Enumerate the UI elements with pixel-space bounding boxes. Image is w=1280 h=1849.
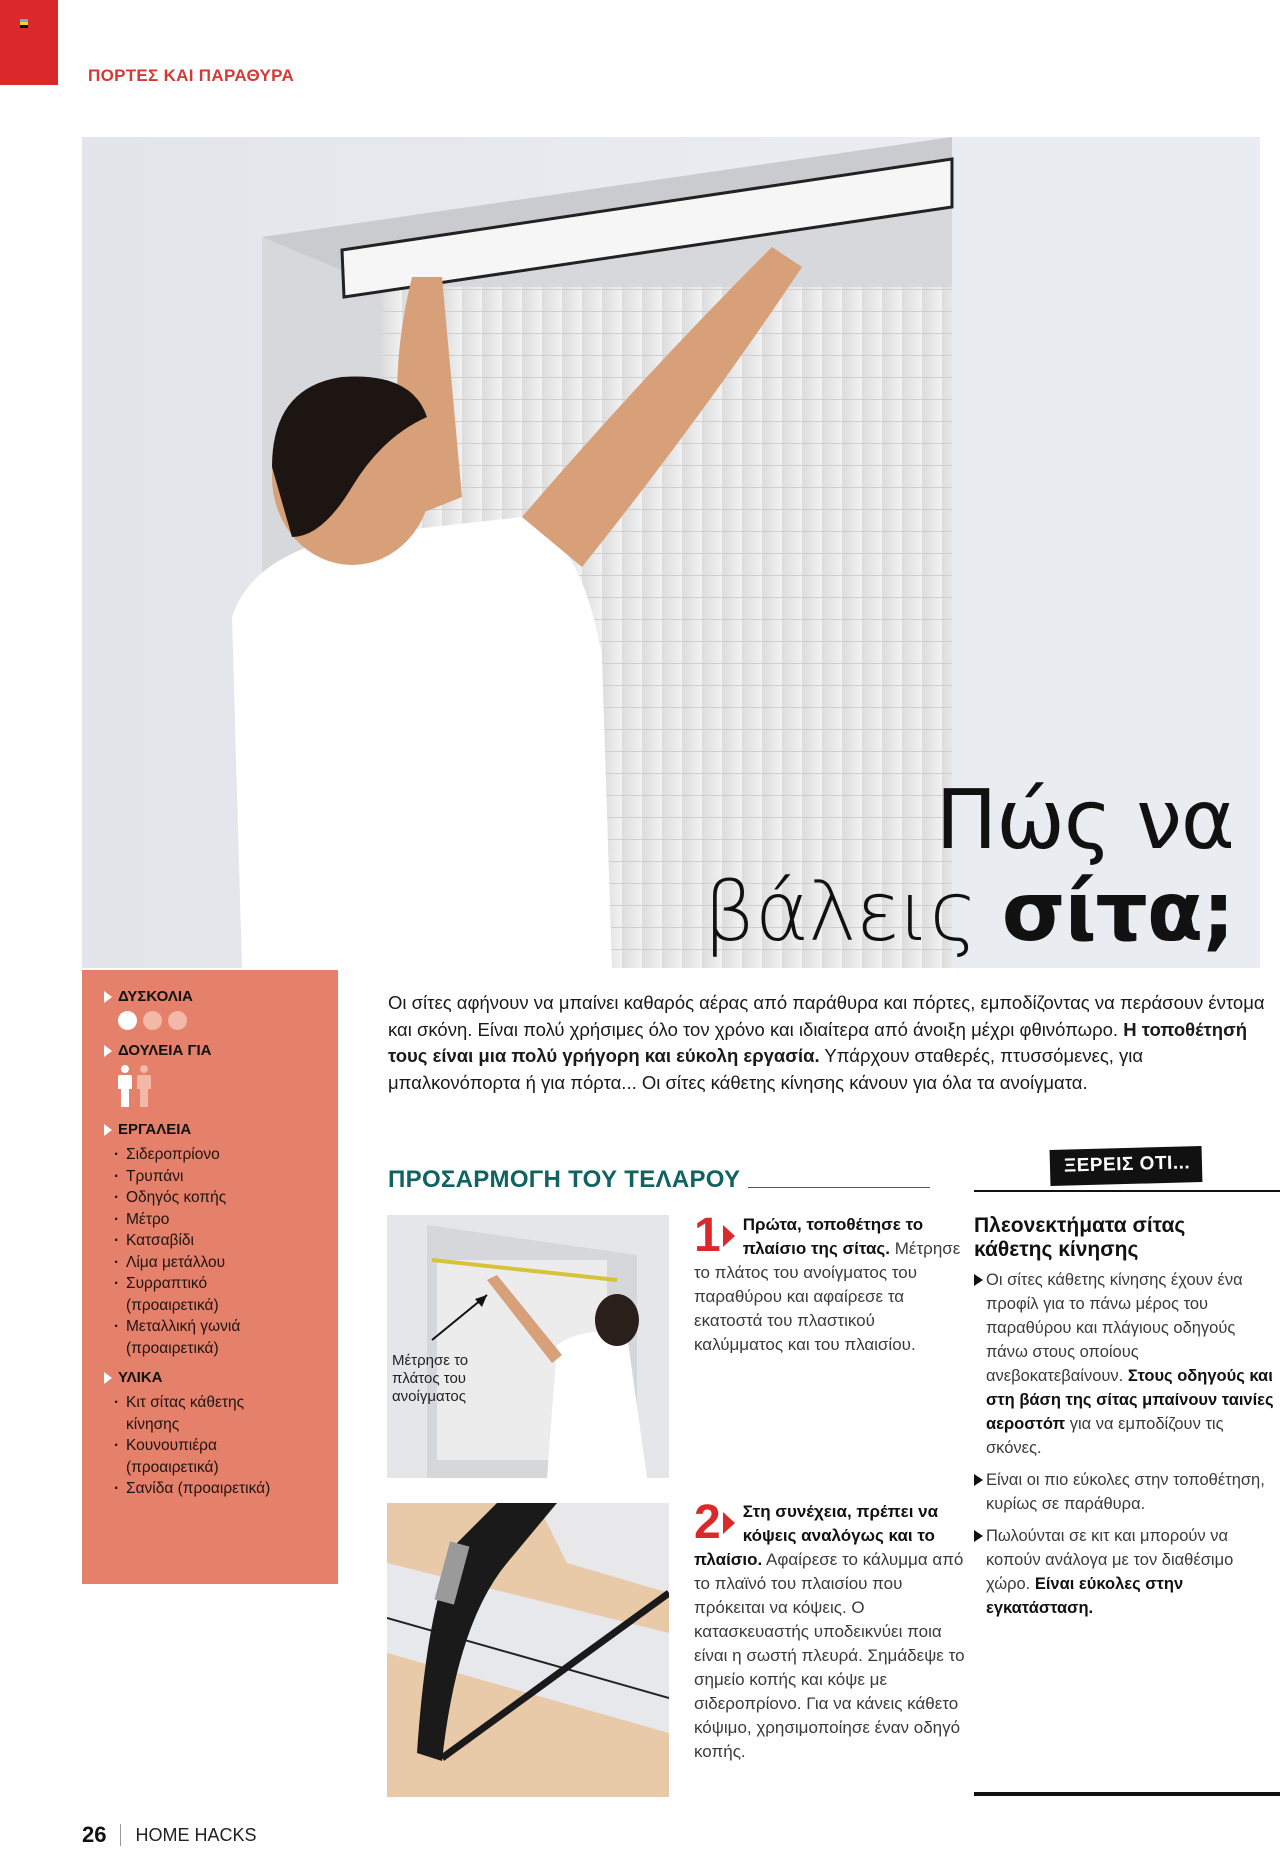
list-item: · Κατσαβίδι xyxy=(114,1230,338,1252)
footer-divider xyxy=(120,1824,121,1846)
triangle-bullet-icon xyxy=(104,1124,112,1136)
triangle-bullet-icon xyxy=(974,1474,983,1486)
intro-paragraph: Οι σίτες αφήνουν να μπαίνει καθαρός αέρας από παράθυρα και πόρτες, εμποδίζοντας να περάσουν έντομα και σκόνη. Είναι πολύ χρήσιμες όλο τον χρόνο και ιδιαίτερα από άνοιξη μέχρι φθινόπωρο. Η τοποθέτησή τους είναι μια πολύ γρήγορη και εύκολη εργασία. Υπάρχουν σταθερές, πτυσσόμενες, για μπαλκονόπορτα ή για πόρτα... Οι σίτες κάθετης κίνησης κάνουν για όλα τα ανοίγματα. xyxy=(388,992,1265,1093)
step-1: 1 Πρώτα, τοποθέτησε το πλαίσιο της σίτας. Μέτρησε το πλάτος του ανοίγματος του παραθύρου και αφαίρεσε τα εκατοστά του πλαστικού καλύμματος και του πλαισίου. xyxy=(694,1209,961,1354)
step-number: 2 xyxy=(694,1496,721,1549)
step-number: 1 xyxy=(694,1209,721,1262)
list-item: · Τρυπάνι xyxy=(114,1166,338,1188)
page-number: 26 xyxy=(82,1822,107,1847)
workers-rating xyxy=(118,1065,338,1107)
advantages-list xyxy=(974,1268,1280,1628)
page-title: Πώς να βάλεις σίτα; xyxy=(703,773,1234,960)
list-item: · Μέτρο xyxy=(114,1209,338,1231)
person-icon-empty xyxy=(137,1065,151,1107)
workers-heading: ΔΟΥΛΕΙΑ ΓΙΑ xyxy=(104,1042,338,1059)
difficulty-heading: ΔΥΣΚΟΛΙΑ xyxy=(104,988,338,1005)
hero-photo xyxy=(82,137,1260,968)
difficulty-dot-empty xyxy=(143,1011,162,1030)
list-item: · Λίμα μετάλλου xyxy=(114,1252,338,1274)
cutting-photo xyxy=(387,1503,669,1797)
list-item: · Κιτ σίτας κάθετης κίνησης xyxy=(114,1392,274,1435)
page-footer xyxy=(82,1822,257,1848)
list-item: Οι σίτες κάθετης κίνησης έχουν ένα προφίλ για το πάνω μέρος του παραθύρου και πλάγιους οδηγούς πάνω στους οποίους ανεβοκατεβαίνουν. Στους οδηγούς και στη βάση της σίτας μπαίνουν ταινίες αεροστόπ για να εμποδίζουν τις σκόνες. xyxy=(974,1268,1280,1460)
list-item: · Σανίδα (προαιρετικά) xyxy=(114,1478,338,1500)
step-arrow-icon xyxy=(723,1512,735,1534)
bottom-rule xyxy=(974,1792,1280,1796)
materials-list xyxy=(114,1392,338,1500)
measure-photo xyxy=(387,1215,669,1478)
section-heading: ΠΡΟΣΑΡΜΟΓΗ ΤΟΥ ΤΕΛΑΡΟΥ xyxy=(388,1166,930,1194)
difficulty-rating xyxy=(118,1011,338,1030)
tools-list xyxy=(114,1144,338,1359)
saw-illustration xyxy=(387,1503,669,1797)
flag-icon xyxy=(20,19,28,28)
list-item: · Σιδεροπρίονο xyxy=(114,1144,338,1166)
triangle-bullet-icon xyxy=(974,1530,983,1542)
list-item: · Οδηγός κοπής xyxy=(114,1187,338,1209)
list-item: Είναι οι πιο εύκολες στην τοποθέτηση, κυρίως σε παράθυρα. xyxy=(974,1468,1280,1516)
triangle-bullet-icon xyxy=(104,1372,112,1384)
magazine-name: HOME HACKS xyxy=(135,1824,257,1845)
materials-heading: ΥΛΙΚΑ xyxy=(104,1369,338,1386)
sidebar-title: Πλεονεκτήματα σίτας κάθετης κίνησης xyxy=(974,1214,1186,1261)
sidebar-rule xyxy=(974,1190,1280,1192)
person-icon-filled xyxy=(118,1065,132,1107)
list-item: · Μεταλλική γωνιά (προαιρετικά) xyxy=(114,1316,274,1359)
triangle-bullet-icon xyxy=(104,991,112,1003)
project-info-box xyxy=(82,970,338,1584)
triangle-bullet-icon xyxy=(974,1274,983,1286)
photo-caption: Μέτρησε το πλάτος του ανοίγματος xyxy=(392,1352,469,1405)
triangle-bullet-icon xyxy=(104,1045,112,1057)
list-item: · Κουνουπιέρα (προαιρετικά) xyxy=(114,1435,254,1478)
measure-illustration xyxy=(387,1215,669,1478)
step-2: 2 Στη συνέχεια, πρέπει να κόψεις αναλόγως και το πλαίσιο. Αφαίρεσε το κάλυμμα από το πλαϊνό του πλαισίου που πρόκειται να κόψεις. Ο κατασκευαστής υποδεικνύει ποια είναι η σωστή πλευρά. Σημάδεψε το σημείο κοπής και κόψε με σιδεροπρίονο. Για να κάνεις κάθετο κόψιμο, χρησιμοποίησε έναν οδηγό κοπής. xyxy=(694,1496,965,1761)
list-item: · Συρραπτικό (προαιρετικά) xyxy=(114,1273,254,1316)
difficulty-dot-empty xyxy=(168,1011,187,1030)
heading-rule xyxy=(748,1187,930,1188)
step-arrow-icon xyxy=(723,1225,735,1247)
did-you-know-badge: ΞΕΡΕΙΣ ΟΤΙ... xyxy=(1050,1146,1203,1186)
section-tab xyxy=(0,0,58,85)
section-label: ΠΟΡΤΕΣ ΚΑΙ ΠΑΡΑΘΥΡΑ xyxy=(88,66,295,85)
list-item: Πωλούνται σε κιτ και μπορούν να κοπούν ανάλογα με τον διαθέσιμο χώρο. Είναι εύκολες στην εγκατάσταση. xyxy=(974,1524,1280,1620)
difficulty-dot-filled xyxy=(118,1011,137,1030)
tools-heading: ΕΡΓΑΛΕΙΑ xyxy=(104,1121,338,1138)
